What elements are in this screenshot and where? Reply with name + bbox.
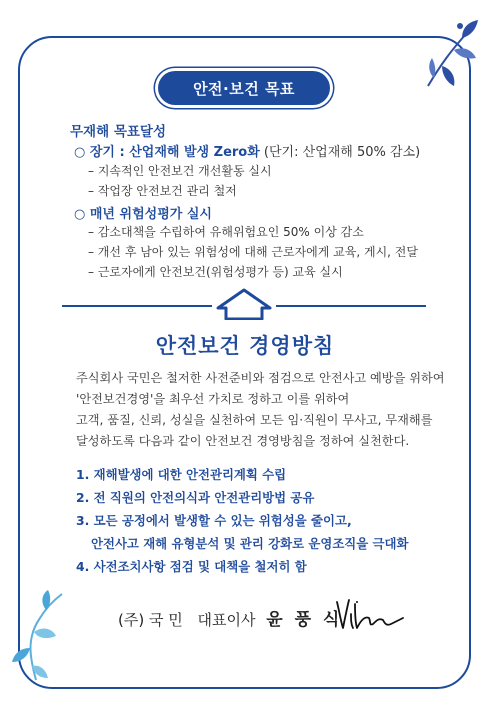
divider-left [62,305,212,307]
company-name: (주) 국 민 [118,611,183,629]
policy-paragraph-line: 고객, 품질, 신뢰, 성실을 실천하여 모든 임·직원이 무사고, 무재해를 [76,413,433,427]
banner-title: 안전·보건 목표 [193,80,295,98]
divider-right [276,305,426,307]
goal-1-item: – 지속적인 안전보건 개선활동 실시 [88,164,272,178]
policy-item: 3. 모든 공정에서 발생할 수 있는 위험성을 줄이고, [76,513,352,528]
policy-title: 안전보건 경영방침 [155,334,335,358]
vine-ornament-icon [6,588,68,684]
policy-paragraph-line: '안전보건경영'을 최우선 가치로 정하고 이를 위하여 [76,392,350,406]
vine-ornament-icon [420,16,482,96]
goal-2-head: 매년 위험성평가 실시 [89,207,212,222]
handwritten-signature [333,594,405,634]
bullet-circle-icon: ○ [74,145,86,160]
goal-2-item: – 근로자에게 안전보건(위험성평가 등) 교육 실시 [88,265,343,279]
policy-paragraph-line: 주식회사 국민은 철저한 사전준비와 점검으로 안전사고 예방을 위하여 [76,371,445,385]
policy-item: 2. 전 직원의 안전의식과 안전관리방법 공유 [76,490,315,505]
goal-1-tail: (단기: 산업재해 50% 감소) [259,145,421,160]
goal-1 [74,141,420,160]
ceo-role: 대표이사 [197,611,256,629]
goal-1-item: – 작업장 안전보건 관리 철저 [88,184,237,198]
signature-line [118,605,342,630]
goal-2-item: – 개선 후 남아 있는 위험성에 대해 근로자에게 교육, 게시, 전달 [88,245,418,259]
policy-item: 1. 재해발생에 대한 안전관리계획 수립 [76,467,287,482]
goal-2-item: – 감소대책을 수립하여 유해위험요인 50% 이상 감소 [88,225,364,239]
goals-banner [158,71,330,105]
policy-item: 4. 사전조치사항 점검 및 대책을 철저히 함 [76,559,307,574]
ceo-name: 윤 풍 식 [266,610,343,630]
up-arrow-icon [212,286,276,320]
goal-2 [74,203,212,222]
bullet-circle-icon: ○ [74,207,86,222]
section-title: 무재해 목표달성 [70,124,166,140]
goal-1-head: 장기 : 산업재해 발생 Zero화 [89,145,260,160]
policy-item: 안전사고 재해 유형분석 및 관리 강화로 운영조직을 극대화 [91,536,409,551]
policy-paragraph-line: 달성하도록 다음과 같이 안전보건 경영방침을 정하여 실천한다. [76,434,410,448]
